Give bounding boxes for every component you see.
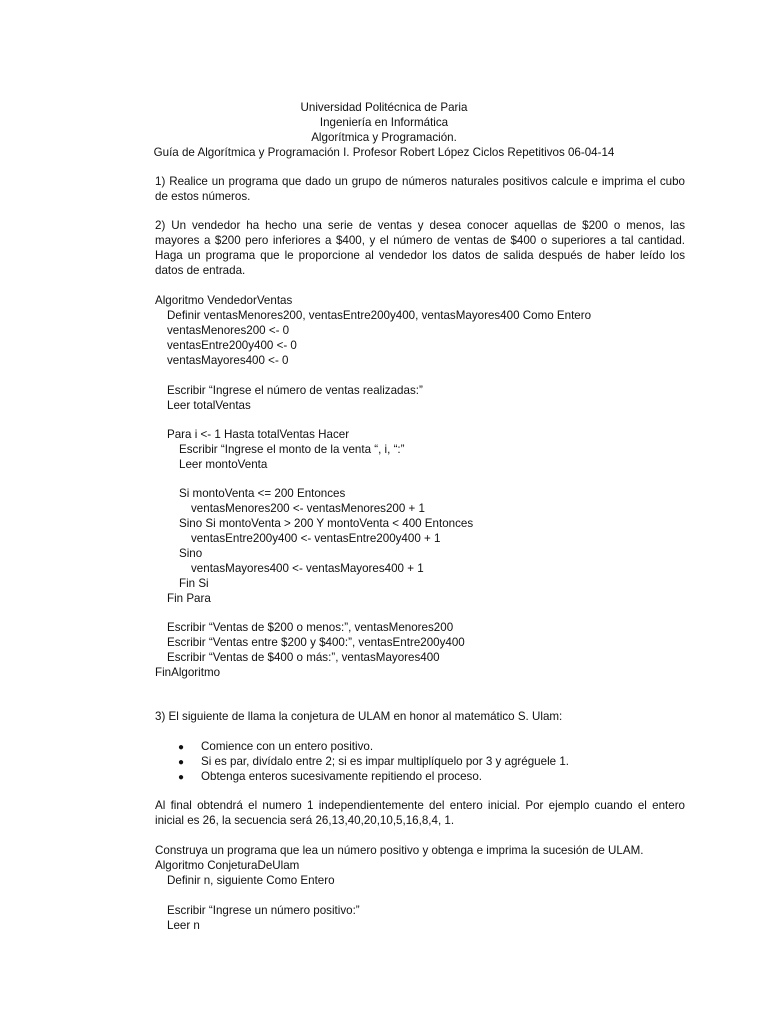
code-line: Definir ventasMenores200, ventasEntre200y400, ventasMayores400 Como Entero [167, 309, 592, 322]
subject-name: Algorítmica y Programación. [311, 131, 457, 144]
bullet-icon: ● [178, 772, 185, 783]
code-line: Escribir “Ingrese el monto de la venta “, i, “:” [179, 443, 405, 456]
list-item [178, 769, 482, 785]
code-line: Escribir “Ingrese un número positivo:” [167, 904, 360, 917]
final-paragraph: Al final obtendrá el numero 1 independientemente del entero inicial. Por ejemplo cuando el entero inicial es 26, la secuencia será 26,13,40,20,10,5,16,8,4, 1. [155, 799, 685, 827]
bullet-icon: ● [178, 742, 185, 753]
code-line: Si montoVenta <= 200 Entonces [179, 487, 346, 500]
code-line: Algoritmo VendedorVentas [155, 294, 293, 307]
question-1: 1) Realice un programa que dado un grupo de números naturales positivos calcule e imprima el cubo de estos números. [155, 175, 685, 203]
question-2: 2) Un vendedor ha hecho una serie de ventas y desea conocer aquellas de $200 o menos, las mayores a $200 pero inferiores a $400, y el número de ventas de $400 o superiores a tal cantidad. Haga un programa que le proporcione al vendedor los datos de salida después de haber leído los datos de entrada. [155, 219, 685, 277]
code-line: Leer n [167, 919, 200, 932]
code-line: Fin Si [179, 577, 209, 590]
career-name: Ingeniería en Informática [319, 116, 449, 129]
code-line: Leer totalVentas [167, 399, 251, 412]
code-line: Escribir “Ventas entre $200 y $400:”, ventasEntre200y400 [167, 636, 465, 649]
code-line: ventasEntre200y400 <- ventasEntre200y400 + 1 [191, 532, 441, 545]
code-line: Escribir “Ventas de $400 o más:”, ventasMayores400 [167, 651, 440, 664]
guide-title: Guía de Algorítmica y Programación I. Profesor Robert López Ciclos Repetitivos 06-04-14 [153, 146, 615, 159]
list-item-text: Comience con un entero positivo. [201, 740, 374, 753]
code-line: Sino [179, 547, 203, 560]
document-header [0, 100, 768, 160]
list-item [178, 754, 569, 770]
code-line: Leer montoVenta [179, 458, 268, 471]
code-line: Escribir “Ventas de $200 o menos:”, ventasMenores200 [167, 621, 454, 634]
code-line: ventasMenores200 <- ventasMenores200 + 1 [191, 502, 425, 515]
construct-paragraph: Construya un programa que lea un número positivo y obtenga e imprima la sucesión de ULAM. [155, 844, 644, 857]
list-item [178, 739, 373, 755]
code-line: FinAlgoritmo [155, 666, 221, 679]
list-item-text: Si es par, divídalo entre 2; si es impar multiplíquelo por 3 y agréguele 1. [201, 755, 569, 768]
code-line: ventasMayores400 <- ventasMayores400 + 1 [191, 562, 424, 575]
university-name: Universidad Politécnica de Paria [300, 101, 468, 114]
question-3: 3) El siguiente de llama la conjetura de ULAM en honor al matemático S. Ulam: [155, 710, 563, 723]
code-line: Fin Para [167, 592, 211, 605]
code-line: ventasMayores400 <- 0 [167, 354, 289, 367]
code-line: Sino Si montoVenta > 200 Y montoVenta < 400 Entonces [179, 517, 474, 530]
list-item-text: Obtenga enteros sucesivamente repitiendo el proceso. [201, 770, 482, 783]
code-line: Escribir “Ingrese el número de ventas realizadas:” [167, 384, 423, 397]
code-line: ventasMenores200 <- 0 [167, 324, 290, 337]
bullet-icon: ● [178, 757, 185, 768]
code-line: Definir n, siguiente Como Entero [167, 874, 335, 887]
code-line: ventasEntre200y400 <- 0 [167, 339, 297, 352]
code-line: Algoritmo ConjeturaDeUlam [155, 859, 300, 872]
code-line: Para i <- 1 Hasta totalVentas Hacer [167, 428, 350, 441]
